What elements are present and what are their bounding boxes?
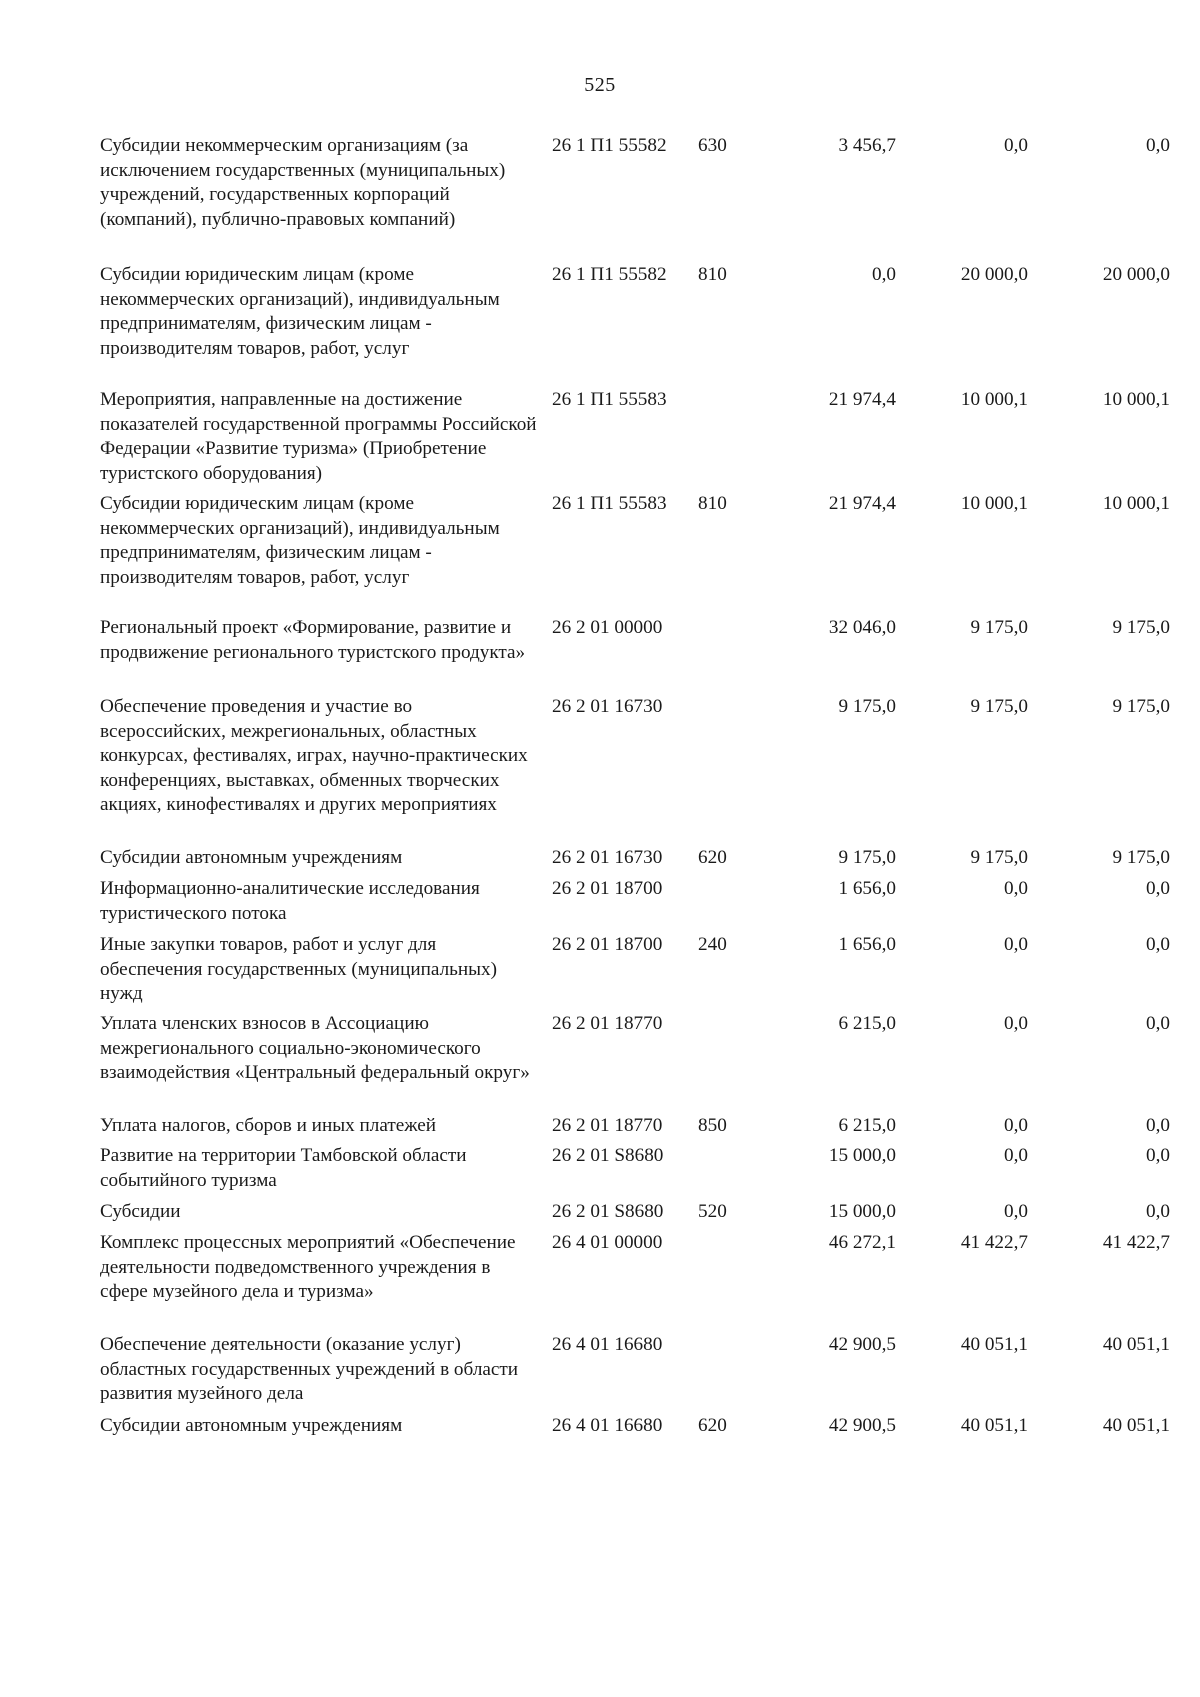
row-value-2: 0,0	[1004, 1201, 1028, 1222]
row-name: Субсидии	[100, 1201, 181, 1222]
table-row	[100, 1231, 1170, 1333]
row-code: 26 2 01 18770	[552, 1013, 663, 1034]
row-name: Комплекс процессных мероприятий «Обеспечение деятельности подведомственного учреждения в сфере музейного дела и туризма»	[100, 1232, 516, 1302]
table-row	[100, 877, 1170, 933]
row-value-2: 0,0	[1004, 135, 1028, 156]
row-value-1: 0,0	[872, 264, 896, 285]
row-value-1: 32 046,0	[828, 617, 896, 638]
row-vr: 810	[698, 264, 727, 285]
table-row	[100, 1012, 1170, 1114]
row-name: Уплата налогов, сборов и иных платежей	[100, 1115, 437, 1136]
table-row	[100, 846, 1170, 877]
row-value-2: 0,0	[1004, 1145, 1028, 1166]
row-name: Иные закупки товаров, работ и услуг для обеспечения государственных (муниципальных) нужд	[100, 934, 498, 1004]
budget-table	[100, 134, 1170, 1444]
row-value-2: 20 000,0	[960, 264, 1028, 285]
row-vr: 520	[698, 1201, 727, 1222]
table-row	[100, 1200, 1170, 1231]
row-value-2: 10 000,1	[960, 493, 1028, 514]
row-code: 26 1 П1 55583	[552, 389, 667, 410]
row-value-3: 0,0	[1146, 878, 1170, 899]
row-value-3: 9 175,0	[1112, 617, 1170, 638]
row-value-3: 0,0	[1146, 1145, 1170, 1166]
row-name: Региональный проект «Формирование, развитие и продвижение регионального туристского продукта»	[100, 617, 526, 663]
row-value-2: 9 175,0	[970, 617, 1028, 638]
row-value-1: 15 000,0	[828, 1145, 896, 1166]
table-row	[100, 1333, 1170, 1414]
row-value-3: 9 175,0	[1112, 847, 1170, 868]
row-value-2: 40 051,1	[960, 1334, 1028, 1355]
row-value-2: 40 051,1	[960, 1415, 1028, 1436]
row-value-2: 0,0	[1004, 878, 1028, 899]
row-code: 26 1 П1 55582	[552, 264, 667, 285]
row-value-2: 9 175,0	[970, 847, 1028, 868]
row-value-2: 10 000,1	[960, 389, 1028, 410]
row-value-1: 46 272,1	[828, 1232, 896, 1253]
row-code: 26 2 01 16730	[552, 696, 663, 717]
row-value-3: 41 422,7	[1102, 1232, 1170, 1253]
row-name: Обеспечение деятельности (оказание услуг) областных государственных учреждений в области развития музейного дела	[100, 1334, 519, 1404]
row-vr: 810	[698, 493, 727, 514]
row-value-1: 42 900,5	[828, 1415, 896, 1436]
row-vr: 850	[698, 1115, 727, 1136]
row-code: 26 2 01 S8680	[552, 1145, 664, 1166]
row-code: 26 2 01 00000	[552, 617, 663, 638]
table-row	[100, 1114, 1170, 1144]
row-code: 26 1 П1 55582	[552, 135, 667, 156]
row-name: Информационно-аналитические исследования туристического потока	[100, 878, 480, 924]
row-value-3: 0,0	[1146, 1201, 1170, 1222]
row-value-2: 9 175,0	[970, 696, 1028, 717]
row-code: 26 1 П1 55583	[552, 493, 667, 514]
row-code: 26 2 01 18700	[552, 934, 663, 955]
row-code: 26 2 01 18770	[552, 1115, 663, 1136]
row-name: Субсидии юридическим лицам (кроме некоммерческих организаций), индивидуальным предпринимателям, физическим лицам - производителям товаров, работ, услуг	[100, 493, 500, 588]
table-row	[100, 1144, 1170, 1200]
row-value-3: 0,0	[1146, 135, 1170, 156]
row-value-1: 15 000,0	[828, 1201, 896, 1222]
row-vr: 620	[698, 1415, 727, 1436]
row-value-1: 21 974,4	[828, 493, 896, 514]
row-value-3: 0,0	[1146, 1013, 1170, 1034]
row-value-3: 0,0	[1146, 934, 1170, 955]
row-code: 26 4 01 16680	[552, 1334, 663, 1355]
row-value-2: 0,0	[1004, 1115, 1028, 1136]
row-value-1: 9 175,0	[838, 847, 896, 868]
row-value-3: 40 051,1	[1102, 1334, 1170, 1355]
row-value-1: 3 456,7	[838, 135, 896, 156]
row-name: Мероприятия, направленные на достижение показателей государственной программы Российской Федерации «Развитие туризма» (Приобретение туристского оборудования)	[100, 389, 537, 484]
row-code: 26 4 01 16680	[552, 1415, 663, 1436]
row-value-1: 1 656,0	[838, 934, 896, 955]
table-row	[100, 492, 1170, 616]
table-row	[100, 1414, 1170, 1444]
row-code: 26 4 01 00000	[552, 1232, 663, 1253]
table-row	[100, 695, 1170, 846]
row-value-1: 6 215,0	[838, 1115, 896, 1136]
row-value-1: 21 974,4	[828, 389, 896, 410]
row-value-3: 9 175,0	[1112, 696, 1170, 717]
row-value-3: 10 000,1	[1102, 389, 1170, 410]
row-code: 26 2 01 18700	[552, 878, 663, 899]
row-value-3: 40 051,1	[1102, 1415, 1170, 1436]
row-value-3: 0,0	[1146, 1115, 1170, 1136]
row-name: Субсидии некоммерческим организациям (за исключением государственных (муниципальных) учреждений, государственных корпораций (компаний), публично-правовых компаний)	[100, 135, 506, 230]
row-value-1: 9 175,0	[838, 696, 896, 717]
table-row	[100, 933, 1170, 1012]
row-code: 26 2 01 16730	[552, 847, 663, 868]
row-value-2: 0,0	[1004, 1013, 1028, 1034]
row-value-3: 20 000,0	[1102, 264, 1170, 285]
row-value-3: 10 000,1	[1102, 493, 1170, 514]
row-value-1: 6 215,0	[838, 1013, 896, 1034]
row-name: Обеспечение проведения и участие во всероссийских, межрегиональных, областных конкурсах, фестивалях, играх, научно-практических конференциях, выставках, обменных творческих акциях, кинофестивалях и других мероприятиях	[100, 696, 528, 815]
row-value-2: 41 422,7	[960, 1232, 1028, 1253]
table-row	[100, 388, 1170, 492]
row-value-1: 1 656,0	[838, 878, 896, 899]
table-row	[100, 134, 1170, 263]
table-row	[100, 263, 1170, 388]
row-vr: 240	[698, 934, 727, 955]
row-value-2: 0,0	[1004, 934, 1028, 955]
row-name: Субсидии автономным учреждениям	[100, 847, 403, 868]
row-name: Субсидии автономным учреждениям	[100, 1415, 403, 1436]
table-row	[100, 616, 1170, 695]
row-value-1: 42 900,5	[828, 1334, 896, 1355]
row-name: Уплата членских взносов в Ассоциацию межрегионального социально-экономического взаимодействия «Центральный федеральный округ»	[100, 1013, 530, 1083]
row-name: Субсидии юридическим лицам (кроме некоммерческих организаций), индивидуальным предпринимателям, физическим лицам - производителям товаров, работ, услуг	[100, 264, 500, 359]
page-number: 525	[584, 74, 616, 96]
row-code: 26 2 01 S8680	[552, 1201, 664, 1222]
row-vr: 630	[698, 135, 727, 156]
row-vr: 620	[698, 847, 727, 868]
row-name: Развитие на территории Тамбовской области событийного туризма	[100, 1145, 467, 1191]
